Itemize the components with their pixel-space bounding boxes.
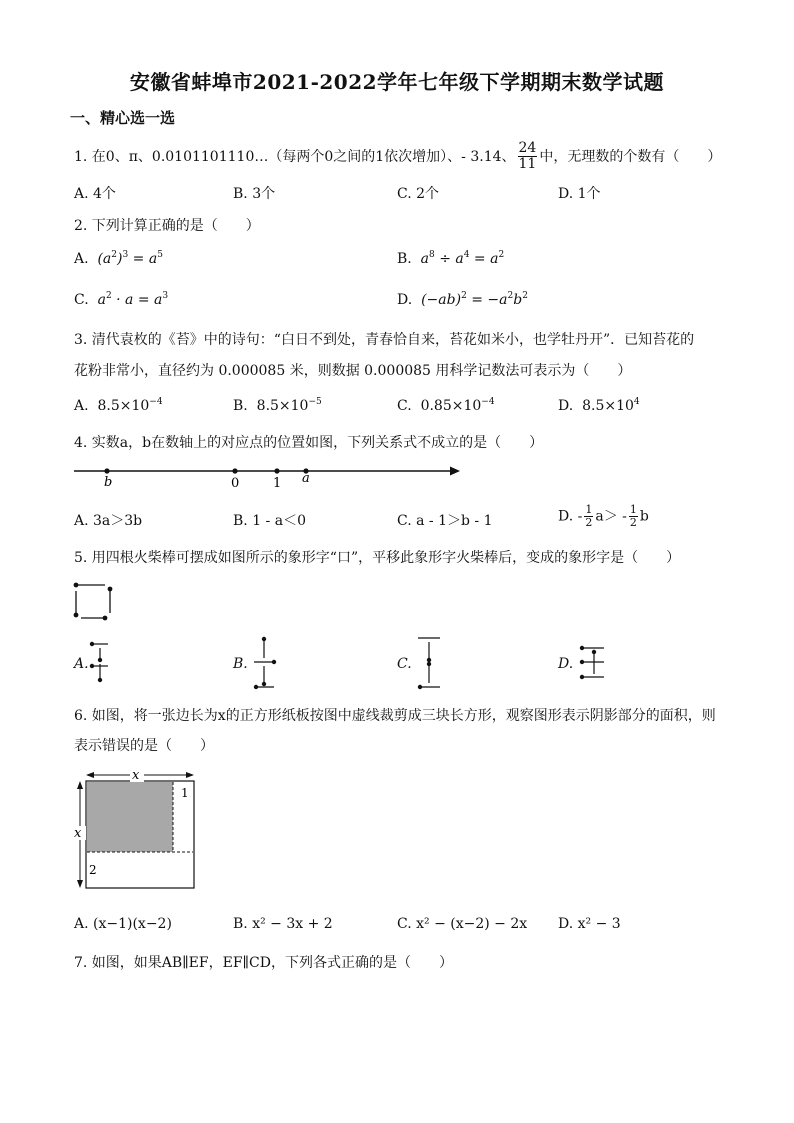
q2-a-exp1: 2 bbox=[111, 250, 118, 260]
question-6-line-1: 6. 如图，将一张边长为x的正方形纸板按图中虚线裁剪成三块长方形，观察图形表示阴影部分的面积，则 bbox=[74, 708, 716, 724]
q2-option-c[interactable] bbox=[74, 291, 168, 308]
q2-option-d[interactable] bbox=[397, 291, 528, 308]
q6-option-a[interactable]: A. (x−1)(x−2) bbox=[74, 916, 172, 932]
q4-d-fraction-1 bbox=[584, 504, 593, 529]
q1-stem-part-b: 中，无理数的个数有（ ） bbox=[539, 148, 722, 165]
q6-option-c[interactable]: C. x² − (x−2) − 2x bbox=[397, 916, 528, 932]
q2-c-label: C. bbox=[74, 292, 89, 308]
label-b: b bbox=[104, 475, 113, 490]
q4-d-frac1-den: 2 bbox=[585, 516, 593, 530]
q4-option-c[interactable]: C. a - 1＞b - 1 bbox=[397, 513, 493, 529]
q3-d-base: 8.5×10 bbox=[582, 398, 634, 414]
q3-b-base: 8.5×10 bbox=[256, 398, 309, 414]
q1-option-c[interactable]: C. 2个 bbox=[397, 186, 440, 202]
question-4-stem: 4. 实数a，b在数轴上的对应点的位置如图，下列关系式不成立的是（ ） bbox=[74, 435, 544, 451]
q4-d-frac2-den: 2 bbox=[629, 516, 637, 530]
point-zero-dot bbox=[232, 468, 237, 473]
q3-d-exp: 4 bbox=[633, 397, 640, 407]
q4-d-frac1-num: 1 bbox=[585, 503, 593, 516]
q1-fraction-numerator: 24 bbox=[518, 140, 537, 156]
q5-option-b-figure bbox=[250, 634, 280, 692]
question-3-line-1: 3. 清代袁枚的《苔》中的诗句：“白日不到处，青春恰自来，苔花如米小，也学牡丹开”．已知苔花的 bbox=[74, 332, 695, 348]
label-a: a bbox=[302, 471, 310, 486]
q2-d-label: D. bbox=[397, 292, 413, 308]
q2-a-rhs: = a bbox=[128, 251, 158, 267]
q3-b-exp: −5 bbox=[308, 397, 322, 407]
q3-c-label: C. bbox=[397, 398, 412, 414]
q3-c-base: 0.85×10 bbox=[420, 398, 482, 414]
q2-b-rhs: = a bbox=[469, 251, 499, 267]
arrow-right-icon bbox=[186, 772, 194, 778]
label-two: 2 bbox=[89, 863, 97, 877]
section-heading: 一、精心选一选 bbox=[70, 109, 176, 127]
q3-d-label: D. bbox=[558, 398, 574, 414]
label-one: 1 bbox=[181, 786, 189, 800]
label-one: 1 bbox=[273, 476, 282, 491]
q2-b-div: ÷ a bbox=[434, 251, 464, 267]
question-1-stem bbox=[74, 141, 721, 173]
q1-fraction bbox=[518, 141, 538, 173]
q3-a-exp: −4 bbox=[149, 397, 163, 407]
q2-a-term: (a bbox=[97, 251, 112, 267]
matchstick-kou-figure bbox=[70, 580, 120, 620]
q2-a-exp2: 3 bbox=[122, 250, 129, 260]
q2-a-exp3: 5 bbox=[157, 250, 163, 260]
q3-b-label: B. bbox=[233, 398, 248, 414]
q1-fraction-denominator: 11 bbox=[518, 156, 537, 173]
q4-d-fraction-2 bbox=[629, 504, 638, 529]
point-one-dot bbox=[274, 468, 279, 473]
q1-option-d[interactable]: D. 1个 bbox=[558, 186, 601, 202]
q2-c-exp2: 3 bbox=[162, 291, 169, 301]
q2-option-b[interactable] bbox=[397, 250, 504, 267]
arrow-down-icon bbox=[77, 880, 83, 888]
q4-d-label: D. - bbox=[558, 508, 583, 525]
arrow-up-icon bbox=[77, 781, 83, 789]
arrow-right-icon bbox=[450, 467, 460, 476]
q3-a-label: A. bbox=[74, 398, 89, 414]
question-2-stem: 2. 下列计算正确的是（ ） bbox=[74, 218, 260, 234]
shaded-region bbox=[87, 782, 173, 852]
q1-option-b[interactable]: B. 3个 bbox=[233, 186, 276, 202]
q5-option-d[interactable]: D. bbox=[558, 656, 574, 672]
q4-d-frac2-num: 1 bbox=[629, 503, 637, 516]
q3-option-b[interactable] bbox=[233, 397, 322, 414]
q5-option-c-figure bbox=[414, 633, 444, 691]
arrow-left-icon bbox=[86, 772, 94, 778]
q4-d-tail: b bbox=[639, 508, 649, 525]
q3-option-d[interactable] bbox=[558, 397, 640, 414]
q5-option-b[interactable]: B. bbox=[233, 656, 248, 672]
q2-d-exp2: 2 bbox=[507, 291, 514, 301]
question-5-stem: 5. 用四根火柴棒可摆成如图所示的象形字“口”，平移此象形字火柴棒后，变成的象形字是（ ） bbox=[74, 550, 681, 566]
q2-a-label: A. bbox=[74, 251, 89, 267]
q5-option-a[interactable]: A. bbox=[74, 656, 89, 672]
q2-d-exp3: 2 bbox=[522, 291, 528, 301]
q2-b-exp3: 2 bbox=[498, 250, 505, 260]
q2-a-close: ) bbox=[117, 251, 123, 267]
q1-option-a[interactable]: A. 4个 bbox=[74, 186, 116, 202]
q2-b-exp2: 4 bbox=[463, 250, 470, 260]
q3-option-a[interactable] bbox=[74, 397, 163, 414]
q4-d-middle: a＞ - bbox=[595, 508, 627, 525]
square-cut-figure bbox=[72, 766, 202, 894]
label-x-top: x bbox=[132, 768, 140, 783]
page-title: 安徽省蚌埠市2021-2022学年七年级下学期期末数学试题 bbox=[129, 70, 665, 94]
q1-stem-part-a: 1. 在0、π、0.0101101110…（每两个0之间的1依次增加）、- 3.14、 bbox=[74, 148, 516, 165]
question-6-line-2: 表示错误的是（ ） bbox=[74, 738, 214, 754]
q2-d-b: b bbox=[513, 292, 523, 308]
q2-d-exp1: 2 bbox=[461, 291, 467, 301]
q4-option-a[interactable]: A. 3a＞3b bbox=[74, 513, 143, 529]
question-3-line-2: 花粉非常小，直径约为 0.000085 米，则数据 0.000085 用科学记数法可表示为（ ） bbox=[74, 363, 632, 379]
q2-c-exp1: 2 bbox=[105, 291, 112, 301]
q2-d-term: (−ab) bbox=[421, 292, 462, 308]
q3-c-exp: −4 bbox=[481, 397, 495, 407]
q6-option-d[interactable]: D. x² − 3 bbox=[558, 916, 621, 932]
q6-option-b[interactable]: B. x² − 3x + 2 bbox=[233, 916, 333, 932]
q2-c-rhs: · a = a bbox=[111, 292, 163, 308]
q3-option-c[interactable] bbox=[397, 397, 495, 414]
q2-c-term: a bbox=[97, 292, 106, 308]
q5-option-d-figure bbox=[576, 644, 608, 684]
label-zero: 0 bbox=[231, 476, 240, 491]
q4-option-b[interactable]: B. 1 - a＜0 bbox=[233, 513, 306, 529]
question-7-stem: 7. 如图，如果AB∥EF，EF∥CD，下列各式正确的是（ ） bbox=[74, 955, 453, 971]
number-line-figure bbox=[70, 460, 470, 492]
q2-b-exp1: 8 bbox=[429, 250, 435, 260]
q2-b-label: B. bbox=[397, 251, 412, 267]
q5-option-c[interactable]: C. bbox=[397, 656, 412, 672]
q2-d-rhs: = −a bbox=[466, 292, 508, 308]
q5-option-a-figure bbox=[88, 640, 112, 688]
point-b-dot bbox=[104, 468, 109, 473]
q2-option-a[interactable] bbox=[74, 250, 163, 267]
q3-a-base: 8.5×10 bbox=[97, 398, 150, 414]
q4-option-d[interactable] bbox=[558, 504, 649, 529]
label-x-left: x bbox=[74, 826, 82, 841]
q2-b-term: a bbox=[420, 251, 430, 267]
